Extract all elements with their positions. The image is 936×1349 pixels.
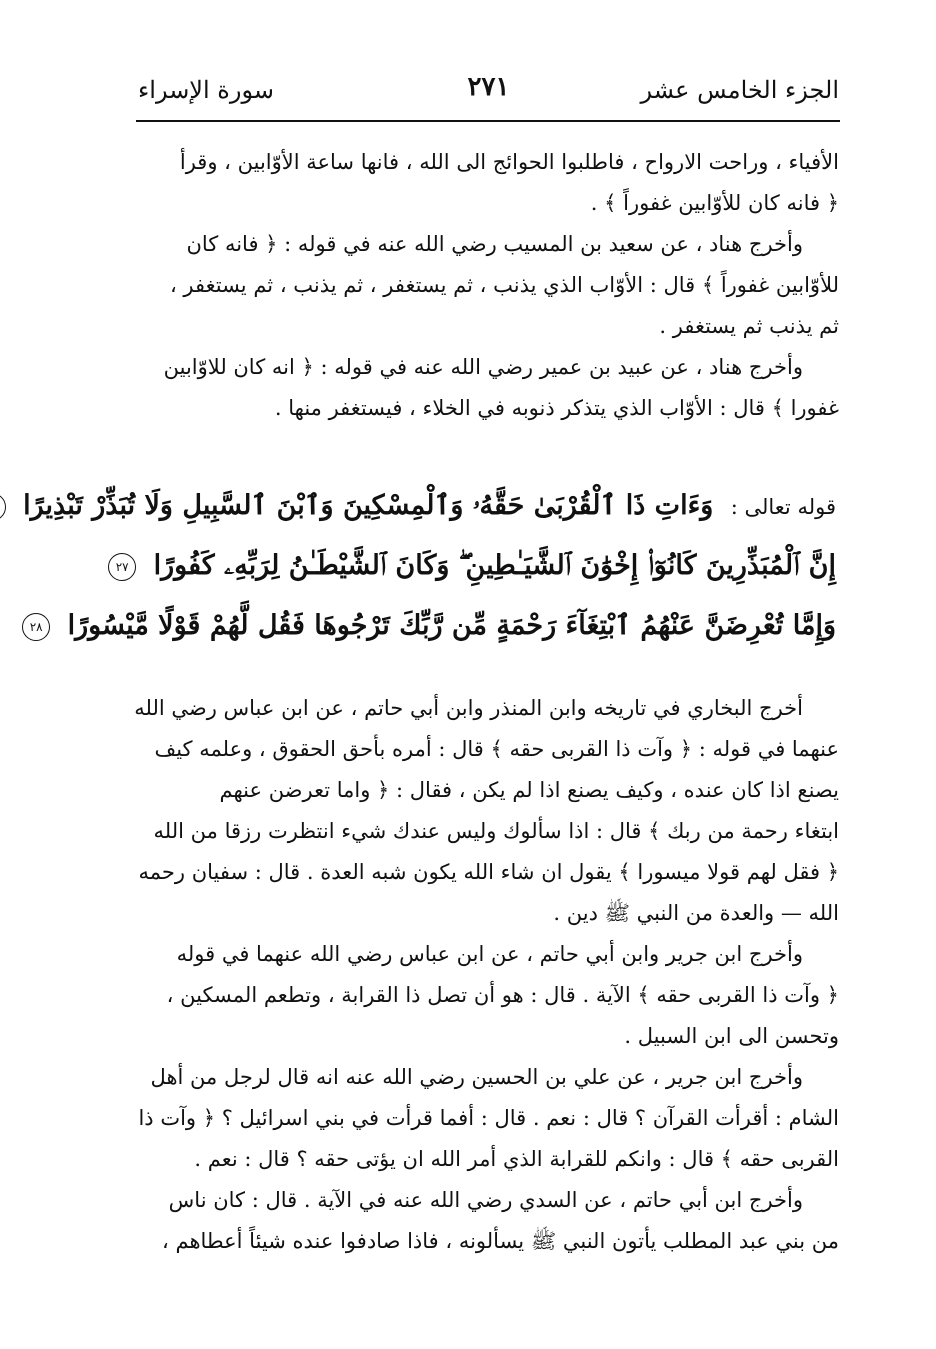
quran-verse-block (23, 476, 836, 656)
verse-text: إِنَّ ٱلْمُبَذِّرِينَ كَانُوٓا۟ إِخْوَٰنَ ٱلشَّيَـٰطِينِ ۖ وَكَانَ ٱلشَّيْطَـٰنُ لِرَبِّهِۦ كَفُورًا (153, 550, 836, 581)
text-line: وأخرج ابن أبي حاتم ، عن السدي رضي الله عنه في الآية . قال : كان ناس (168, 1188, 803, 1212)
text-line: وتحسن الى ابن السبيل . (624, 1024, 839, 1048)
verse-lead: قوله تعالى : (730, 495, 836, 519)
surah-title: سورة الإسراء (138, 76, 274, 104)
commentary-section-2 (134, 688, 839, 1262)
text-line: وأخرج ابن جرير ، عن علي بن الحسين رضي الله عنه انه قال لرجل من أهل (150, 1065, 803, 1089)
ayah-number-mark: ٢٧ (108, 553, 136, 581)
verse-text: وَءَاتِ ذَا ٱلْقُرْبَىٰ حَقَّهُۥ وَٱلْمِسْكِينَ وَٱبْنَ ٱلسَّبِيلِ وَلَا تُبَذِّرْ تَبْذِيرًا (23, 490, 714, 521)
verse-line (23, 476, 836, 536)
ayah-number-mark (0, 493, 6, 521)
text-line: الله — والعدة من النبي ﷺ دين . (553, 901, 839, 925)
verse-text: وَإِمَّا تُعْرِضَنَّ عَنْهُمُ ٱبْتِغَآءَ رَحْمَةٍ مِّن رَّبِّكَ تَرْجُوهَا فَقُل لَّهُمْ قَوْلًا مَّيْسُورًا (67, 610, 836, 641)
text-line: يصنع اذا كان عنده ، وكيف يصنع اذا لم يكن ، فقال : ﴿ واما تعرضن عنهم (219, 778, 839, 802)
page-number: ٢٧١ (467, 72, 510, 102)
text-line: ابتغاء رحمة من ربك ﴾ قال : اذا سألوك وليس عندك شيء انتظرت رزقا من الله (153, 819, 839, 843)
verse-line (115, 536, 836, 596)
text-line: من بني عبد المطلب يأتون النبي ﷺ يسألونه ، فاذا صادفوا عنده شيئاً أعطاهم ، (162, 1229, 839, 1253)
text-line: غفورا ﴾ قال : الأوّاب الذي يتذكر ذنوبه في الخلاء ، فيستغفر منها . (274, 396, 839, 420)
text-line: الأفياء ، وراحت الارواح ، فاطلبوا الحوائج الى الله ، فانها ساعة الأوّابين ، وقرأ (179, 150, 839, 174)
page-header (138, 72, 839, 112)
text-line: عنهما في قوله : ﴿ وآت ذا القربى حقه ﴾ قال : أمره بأحق الحقوق ، وعلمه كيف (154, 737, 839, 761)
verse-line (29, 596, 836, 656)
text-line: ثم يذنب ثم يستغفر . (659, 314, 839, 338)
text-line: الشام : أقرأت القرآن ؟ قال : نعم . قال : أفما قرأت في بني اسرائيل ؟ ﴿ وآت ذا (138, 1106, 839, 1130)
text-line: وأخرج هناد ، عن عبيد بن عمير رضي الله عنه في قوله : ﴿ انه كان للاوّابين (163, 355, 803, 379)
text-line: أخرج البخاري في تاريخه وابن المنذر وابن أبي حاتم ، عن ابن عباس رضي الله (134, 696, 803, 720)
ayah-number-mark: ٢٨ (22, 613, 50, 641)
part-title: الجزء الخامس عشر (640, 76, 839, 104)
text-line: ﴿ فانه كان للأوّابين غفوراً ﴾ . (590, 191, 839, 215)
commentary-section-1 (138, 142, 839, 429)
text-line: وأخرج ابن جرير وابن أبي حاتم ، عن ابن عباس رضي الله عنهما في قوله (176, 942, 803, 966)
text-line: ﴿ فقل لهم قولا ميسورا ﴾ يقول ان شاء الله يكون شبه العدة . قال : سفيان رحمه (138, 860, 839, 884)
text-line: ﴿ وآت ذا القربى حقه ﴾ الآية . قال : هو أن تصل ذا القرابة ، وتطعم المسكين ، (166, 983, 839, 1007)
header-divider (136, 120, 840, 122)
text-line: وأخرج هناد ، عن سعيد بن المسيب رضي الله عنه في قوله : ﴿ فانه كان (186, 232, 803, 256)
text-line: للأوّابين غفوراً ﴾ قال : الأوّاب الذي يذنب ، ثم يستغفر ، ثم يذنب ، ثم يستغفر ، (169, 273, 839, 297)
text-line: القربى حقه ﴾ قال : وانكم للقرابة الذي أمر الله ان يؤتى حقه ؟ قال : نعم . (194, 1147, 839, 1171)
